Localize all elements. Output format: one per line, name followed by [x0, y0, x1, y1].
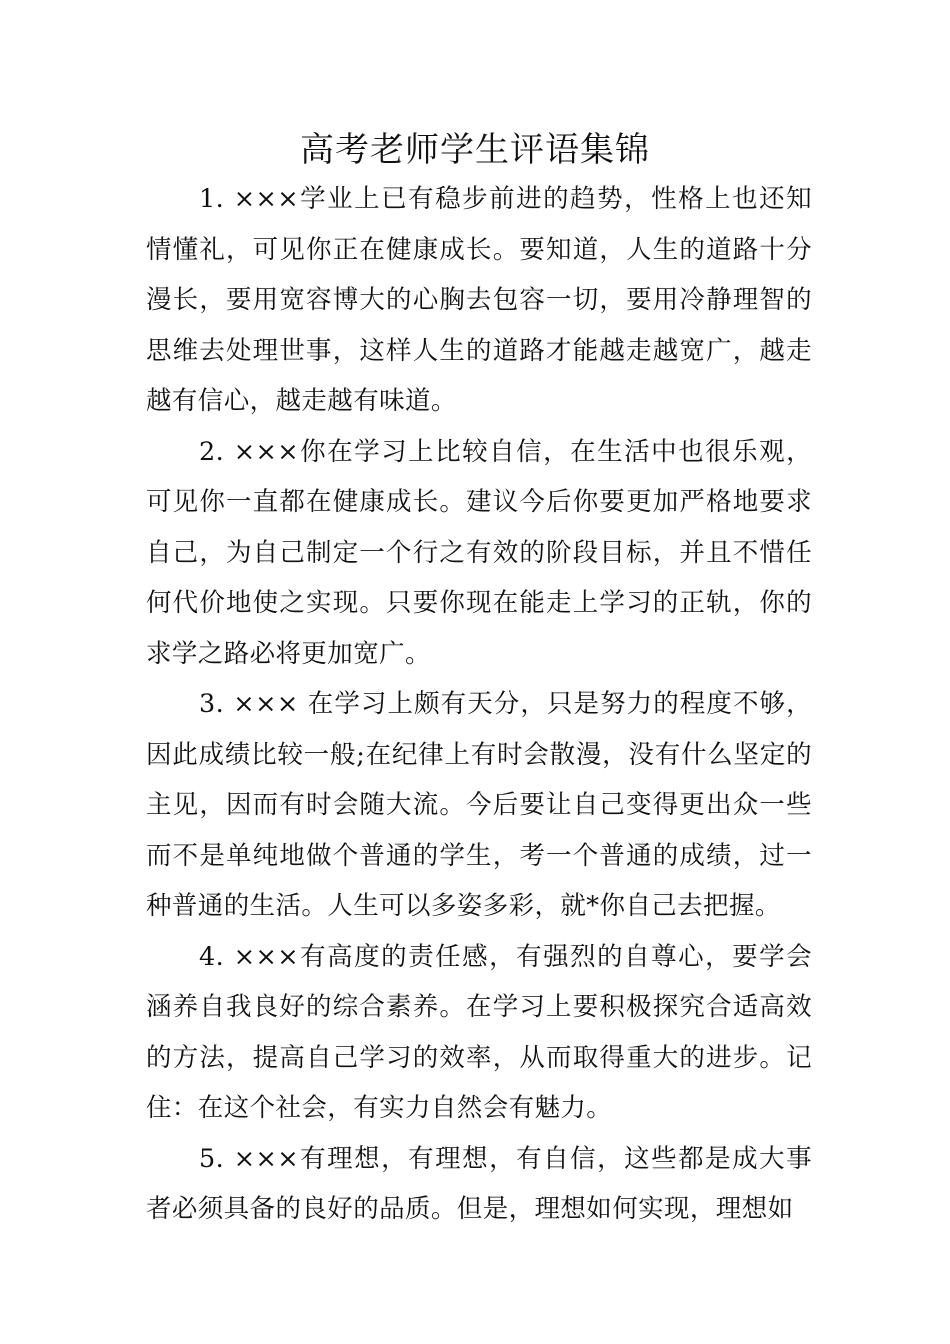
comment-paragraph-5: 5. ×××有理想，有理想，有自信，这些都是成大事者必须具备的良好的品质。但是，理想如何实现，理想如 [146, 1143, 812, 1224]
comment-paragraph-1: 1. ×××学业上已有稳步前进的趋势，性格上也还知情懂礼，可见你正在健康成长。要知道，人生的道路十分漫长，要用宽容博大的心胸去包容一切，要用冷静理智的思维去处理世事，这样人生的道路才能越走越宽广，越走越有信心，越走越有味道。 [146, 184, 812, 416]
comment-paragraph-3: 3. ××× 在学习上颇有天分，只是努力的程度不够，因此成绩比较一般;在纪律上有时会散漫，没有什么坚定的主见，因而有时会随大流。今后要让自己变得更出众一些而不是单纯地做个普通的学生，考一个普通的成绩，过一种普通的生活。人生可以多姿多彩，就*你自己去把握。 [146, 689, 812, 921]
comment-paragraph-2: 2. ×××你在学习上比较自信，在生活中也很乐观，可见你一直都在健康成长。建议今后你要更加严格地要求自己，为自己制定一个行之有效的阶段目标，并且不惜任何代价地使之实现。只要你现在能走上学习的正轨，你的求学之路必将更加宽广。 [146, 436, 812, 669]
comment-paragraph-4: 4. ×××有高度的责任感，有强烈的自尊心，要学会涵养自我良好的综合素养。在学习上要积极探究合适高效的方法，提高自己学习的效率，从而取得重大的进步。记住：在这个社会，有实力自然会有魅力。 [146, 941, 812, 1123]
document-title: 高考老师学生评语集锦 [300, 130, 650, 170]
document-body [146, 174, 812, 1235]
